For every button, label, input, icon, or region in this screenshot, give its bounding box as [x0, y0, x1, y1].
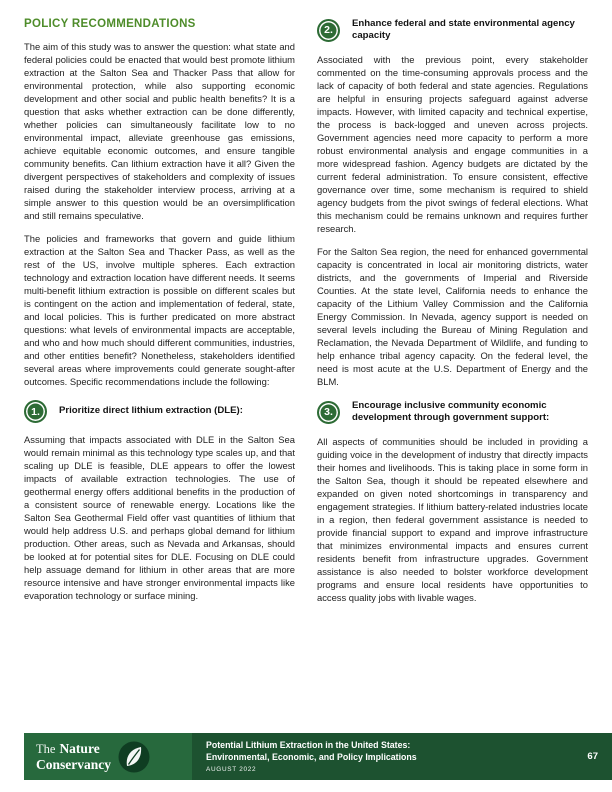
- page-title: POLICY RECOMMENDATIONS: [24, 18, 196, 30]
- recommendation-3-title: Encourage inclusive community economic development through government support:: [352, 399, 550, 424]
- footer-date: AUGUST 2022: [206, 766, 257, 774]
- recommendation-2-title: Enhance federal and state environmental agency capacity: [352, 18, 575, 42]
- recommendation-1-title: Prioritize direct lithium extraction (DLE):: [59, 405, 243, 417]
- recommendation-1-badge: [24, 400, 47, 423]
- footer-title-line-2: Environmental, Economic, and Policy Implications: [206, 751, 417, 762]
- footer-title-block: [206, 740, 417, 774]
- recommendation-3-number: 3.: [324, 406, 333, 419]
- logo-text: [36, 741, 111, 772]
- logo-line-1: [36, 741, 111, 758]
- leaf-icon: [118, 741, 150, 773]
- recommendation-2-paragraph-2: For the Salton Sea region, the need for enhanced governmental capacity is concentrated in local air monitoring districts, water districts, and the governments of Imperial and Riverside Counties. At the state level, California needs to enhance the capacity of the Lithium Valley Commission and the California Energy Commission. In Nevada, agency support is needed on several levels including the Bureau of Mining Regulation and Reclamation, the Nevada Department of Wildlife, and funding to help enhance tribal agency capacity. On the federal level, the need is most acute at the U.S. Department of Energy and the BLM.: [317, 245, 588, 387]
- recommendation-1-number: 1.: [31, 405, 40, 418]
- recommendation-1-body: Assuming that impacts associated with DLE in the Salton Sea would remain minimal as this technology type scales up, and that scaling up DLE is feasible, DLE appears to offer the lowest impacts of available extraction technologies. The use of geothermal energy offers additional benefits in the production of a consistent source of renewable energy. Locations like the Salton Sea Geothermal Field offer vast quantities of lithium that would help address U.S. and perhaps global demand for lithium production. Other areas, such as Nevada and Arkansas, should be looked at for potential sites for DLE. Focusing on DLE could help assuage demand for lithium in other areas that are more resource intensive and have stronger environmental impacts like evaporation technology or surface mining.: [24, 434, 295, 601]
- report-footer: [24, 733, 612, 780]
- nature-conservancy-logo: [24, 733, 192, 780]
- recommendation-2-header: [317, 18, 588, 43]
- recommendation-2-badge: [317, 19, 340, 42]
- left-column: [24, 16, 295, 614]
- logo-word-nature: Nature: [59, 741, 100, 757]
- recommendation-2-number: 2.: [324, 24, 333, 37]
- right-column: [317, 16, 588, 614]
- intro-paragraph-1: The aim of this study was to answer the question: what state and federal policies could be enacted that would best promote lithium extraction at the Salton Sea and Thacker Pass that allow for environmental protection, while also supporting economic development and other social and public health benefits? It is a question that asks whether extraction can be done differently, whether policies can simultaneously facilitate low to no environmental impact, alleviate greenhouse gas emissions, achieve equitable economic outcomes, and ensure tangible community benefits. Can lithium extraction have it all? Given the divergent perspectives of stakeholders and complexity of issues raised during the stakeholder interview process, arriving at a simple answer to this question would be an oversimplification and still remains speculative.: [24, 41, 295, 221]
- recommendation-3-header: [317, 400, 588, 425]
- intro-paragraph-2: The policies and frameworks that govern and guide lithium extraction at the Salton Sea and Thacker Pass, as well as the rest of the US, involve multiple spheres. Each extraction technology and extraction location have different needs. It seems multi-benefit lithium extraction is possible on different scales but is contingent on the action and implementation of federal, state, and local policies. This is further predicated on more abstract questions: what levels of environmental impacts are acceptable, and who and how much should different communities, industries, and other entities benefit? Nonetheless, stakeholders identified several areas where improvements could generate sought-after outcomes. Specific recommendations include the following:: [24, 233, 295, 387]
- footer-title-line-1: Potential Lithium Extraction in the United States:: [206, 739, 411, 750]
- recommendation-1-header: [24, 400, 295, 423]
- logo-word-the: The: [36, 742, 56, 757]
- recommendation-3-badge: [317, 401, 340, 424]
- recommendation-3-body: All aspects of communities should be included in providing a guiding voice in the development of industry that directly impacts their homes and livelihoods. This is taking place in some form in the Salton Sea, though it should be repeated elsewhere and expanded on given noted shortcomings in transparency and engagement strategies. If lithium battery-related industries locate in a region, then federal government assistance is needed to provide financial support to expand and improve infrastructure that minimizes environmental impacts and ensures current residents benefit from infrastructure upgrades. Government assistance is also needed to bolster workforce development programs and ensure local residents have opportunities to access quality jobs with livable wages.: [317, 435, 588, 603]
- logo-word-conservancy: Conservancy: [36, 756, 111, 772]
- page-number: 67: [587, 751, 598, 762]
- recommendation-2-paragraph-1: Associated with the previous point, every stakeholder commented on the time-consuming approvals process and the lack of capacity of both federal and state agencies. Regulations are helpful in ensuring projects safeguard against adverse impacts. However, with limited capacity and technical expertise, the process is back-logged and uneven across projects. Government agencies need more capacity to perform a more robust environmental analysis and engage communities in a more widespread fashion. Agency budgets are dictated by the current federal administration. To ensure consistent, effective governance over time, some mechanism is required to shield agency budgets from the pivot swings of federal elections. What this mechanism could be remains unknown and requires further research.: [317, 53, 588, 234]
- footer-bar: [192, 733, 612, 780]
